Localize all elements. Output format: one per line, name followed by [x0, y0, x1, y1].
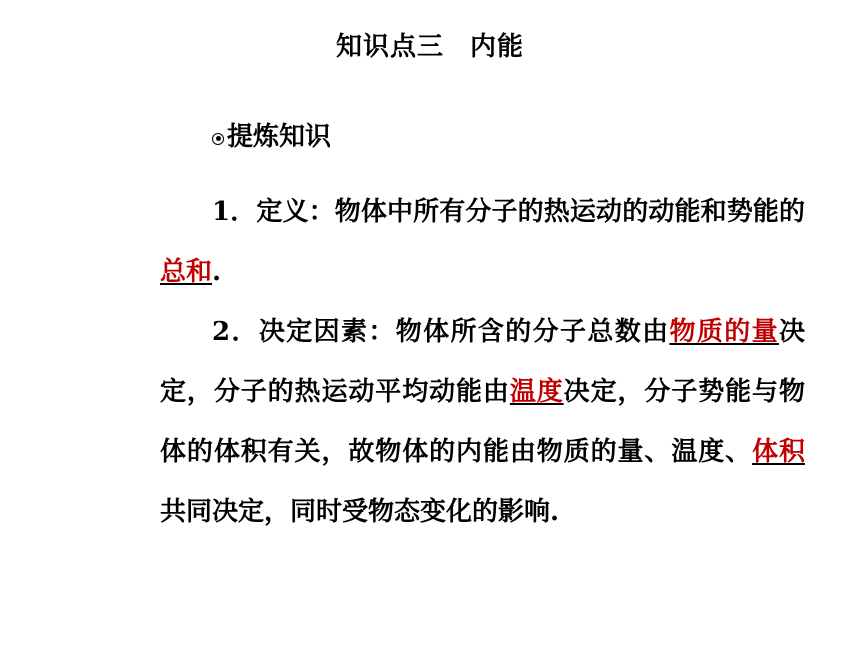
title-part-2: 内能	[470, 32, 525, 62]
answer-blank-2: 物质的量	[669, 317, 779, 347]
item-2-text-d: 共同决定，同时受物态变化的影响.	[160, 497, 560, 527]
item-2-text-a: 决定因素：物体所含的分子总数由	[258, 317, 670, 347]
answer-blank-4: 体积	[752, 437, 805, 467]
item-2-text-c: 决定，分子势能与物体的体积有关，故物体的内能由物质的量、温度、	[160, 377, 805, 467]
section-heading	[212, 116, 331, 153]
answer-blank-1: 总和	[160, 257, 213, 287]
item-2-number: 2	[212, 317, 231, 347]
answer-blank-3: 温度	[509, 377, 564, 407]
circle-bullet-icon	[212, 133, 224, 145]
item-2-text-b: 决定，分子的热运动平均动能由	[160, 317, 805, 407]
item-1-text-b: .	[212, 257, 222, 287]
section-label: 提炼知识	[227, 122, 332, 152]
item-1-number: 1	[212, 197, 231, 227]
page-title	[0, 26, 860, 63]
content-body	[160, 182, 805, 542]
title-part-1: 知识点三	[335, 32, 444, 62]
item-1: 1．定义：物体中所有分子的热运动的动能和势能的总和.	[160, 197, 805, 287]
item-2: 2．决定因素：物体所含的分子总数由物质的量决定，分子的热运动平均动能由温度决定，分子势能与物体的体积有关，故物体的内能由物质的量、温度、体积共同决定，同时受物态变化的影响.	[160, 317, 805, 527]
item-1-text-a: 定义：物体中所有分子的热运动的动能和势能的	[256, 197, 805, 227]
